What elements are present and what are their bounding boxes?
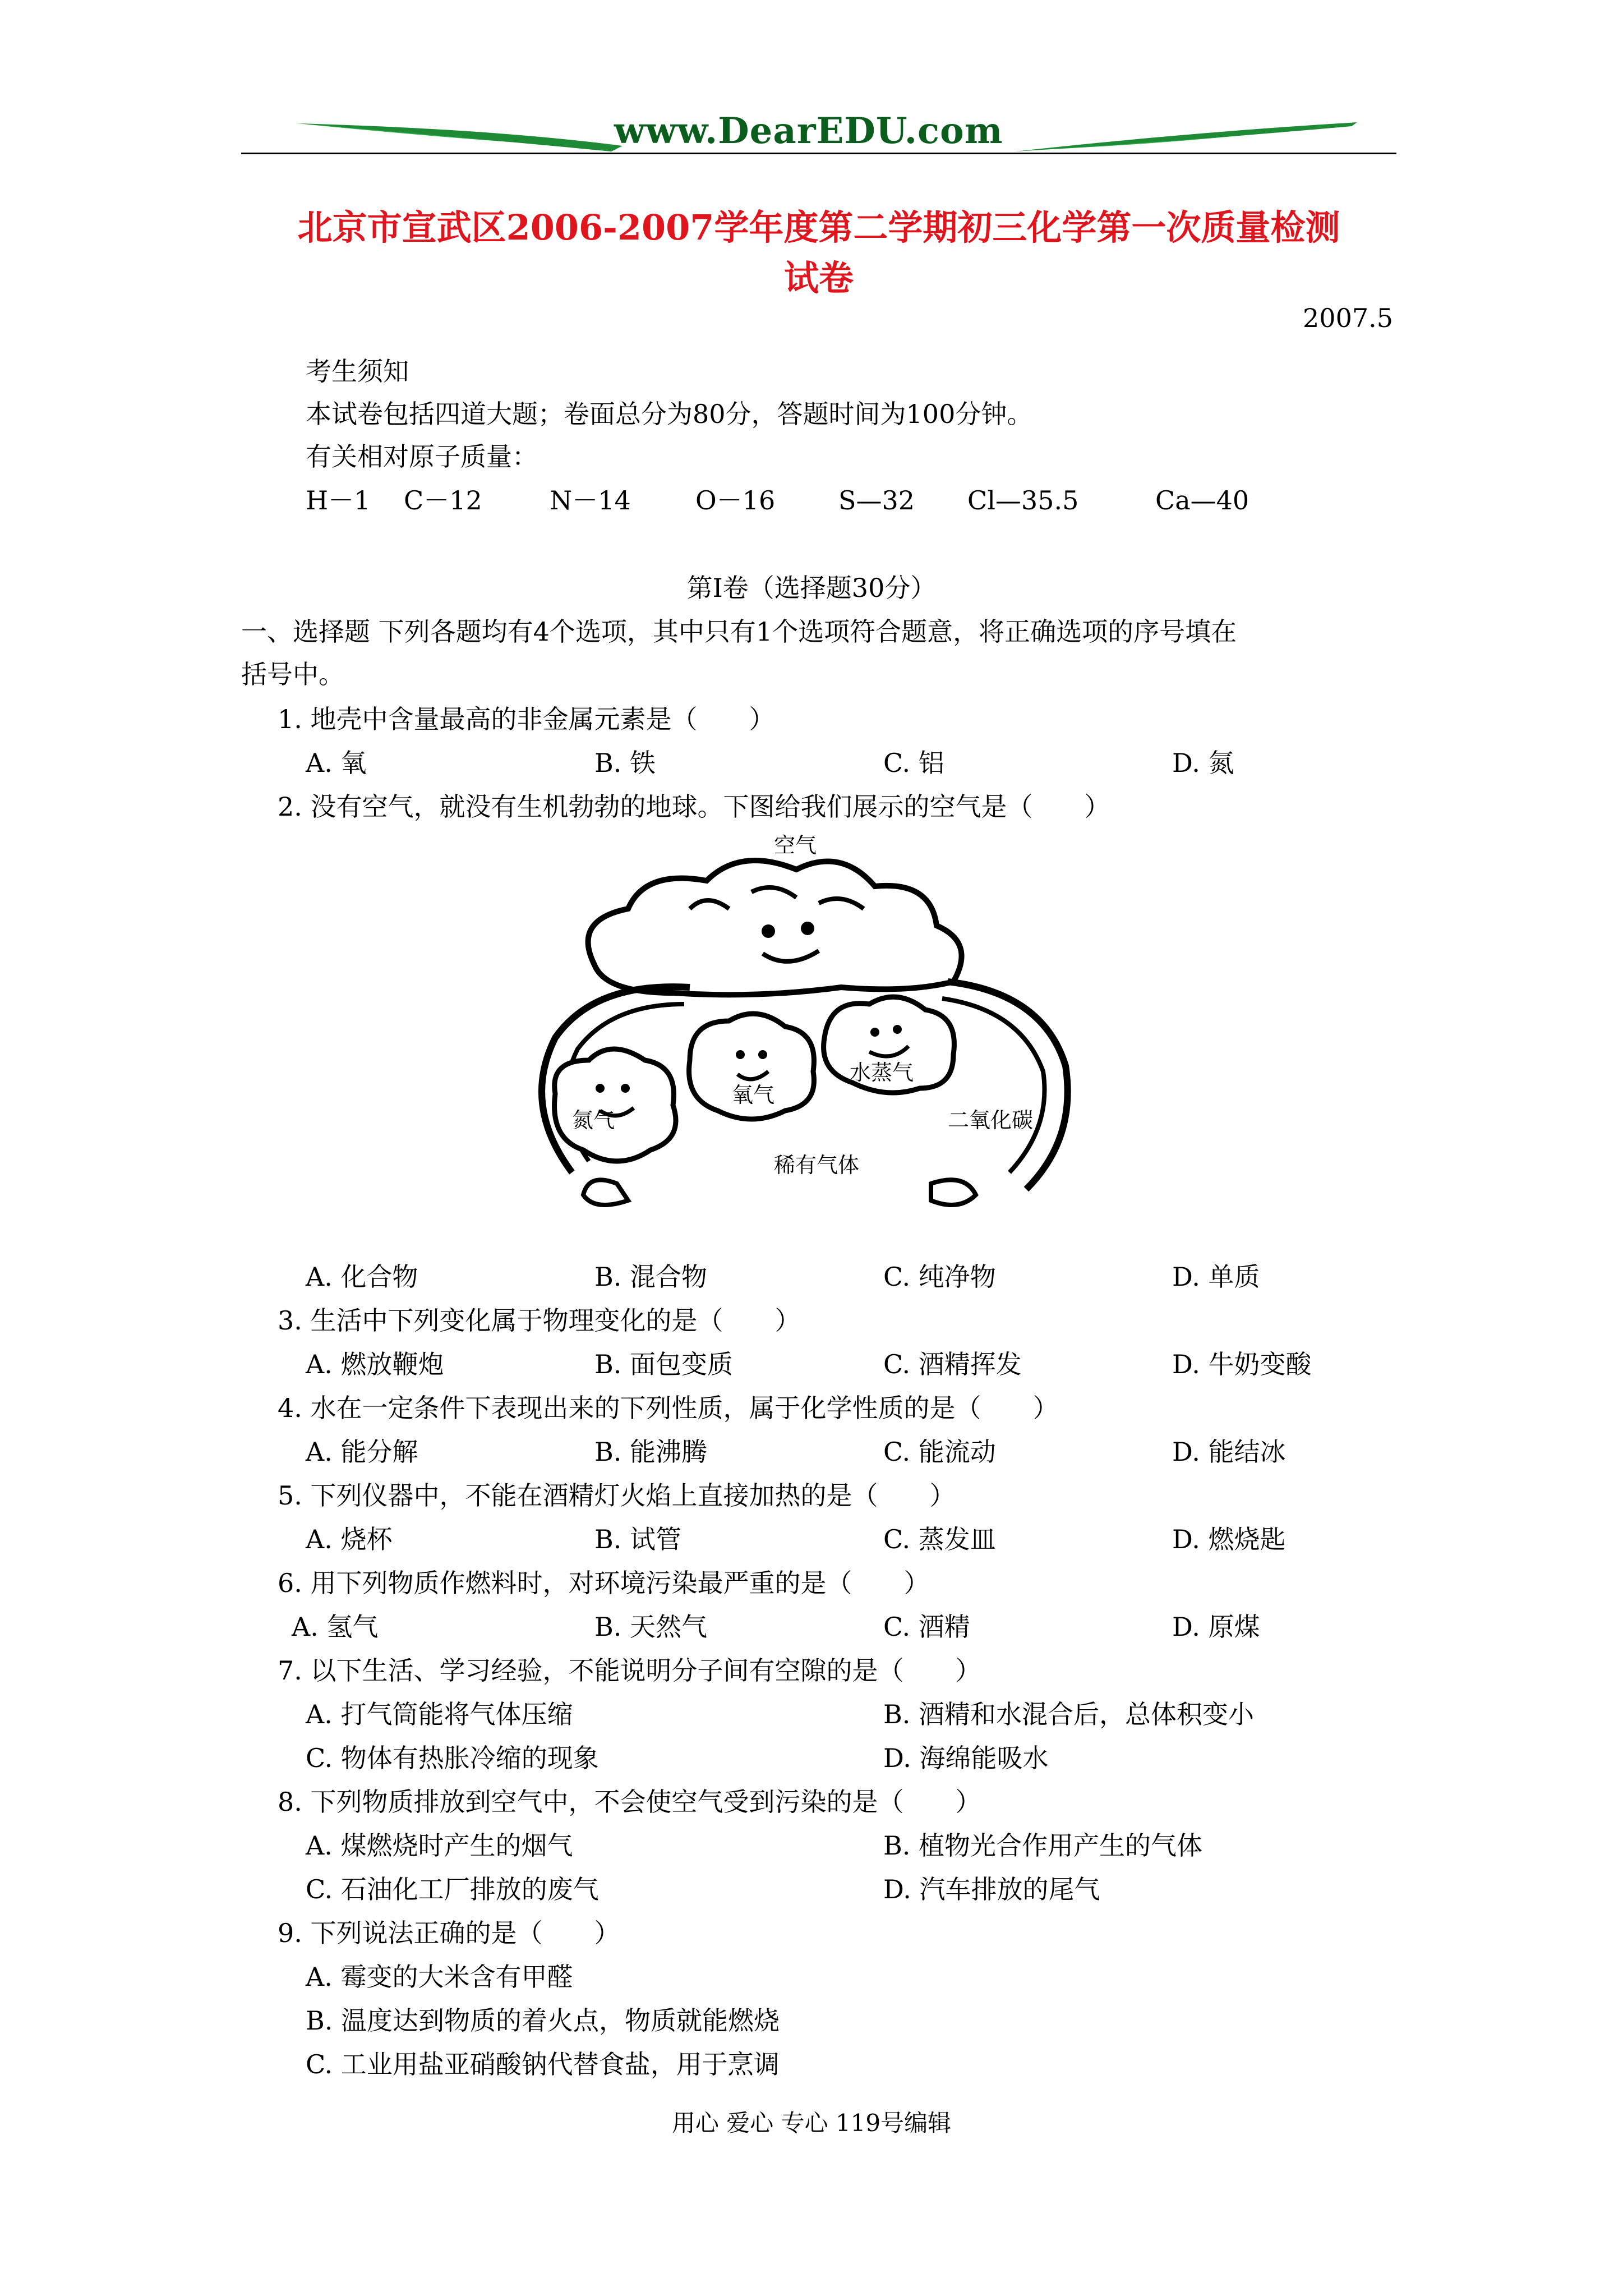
q6-option-d[interactable]: D. 原煤 — [1172, 1612, 1260, 1642]
q2-option-c[interactable]: C. 纯净物 — [883, 1262, 996, 1292]
q3-option-a[interactable]: A. 燃放鞭炮 — [306, 1349, 444, 1379]
question-6-stem: 6. 用下列物质作燃料时，对环境污染最严重的是（ ） — [278, 1568, 930, 1598]
q7-option-d[interactable]: D. 海绵能吸水 — [883, 1743, 1049, 1773]
site-url[interactable]: www.DearEDU.com — [614, 110, 1003, 152]
question-9-stem: 9. 下列说法正确的是（ ） — [278, 1918, 620, 1948]
label-co2: 二氧化碳 — [948, 1108, 1034, 1133]
q3-option-c[interactable]: C. 酒精挥发 — [883, 1349, 1022, 1379]
header-rule — [241, 153, 1396, 154]
q9-option-a[interactable]: A. 霉变的大米含有甲醛 — [306, 1962, 573, 1992]
question-8-stem: 8. 下列物质排放到空气中，不会使空气受到污染的是（ ） — [278, 1787, 981, 1817]
q1-option-c[interactable]: C. 铝 — [883, 748, 944, 778]
question-7-stem: 7. 以下生活、学习经验，不能说明分子间有空隙的是（ ） — [278, 1655, 981, 1686]
atomic-mass: N－14 — [550, 485, 631, 516]
q1-option-b[interactable]: B. 铁 — [594, 748, 656, 778]
q4-option-a[interactable]: A. 能分解 — [306, 1437, 418, 1467]
air-cartoon-drawing — [505, 825, 1099, 1245]
atomic-mass: O－16 — [695, 485, 776, 516]
exam-title-line2: 试卷 — [783, 257, 854, 298]
question-5-stem: 5. 下列仪器中，不能在酒精灯火焰上直接加热的是（ ） — [278, 1480, 956, 1511]
section-instruction: 一、选择题 下列各题均有4个选项，其中只有1个选项符合题意，将正确选项的序号填在 — [241, 616, 1237, 647]
q1-option-a[interactable]: A. 氧 — [306, 748, 367, 778]
section-instruction-cont: 括号中。 — [241, 659, 344, 689]
label-water-vapor: 水蒸气 — [850, 1060, 914, 1085]
q6-option-c[interactable]: C. 酒精 — [883, 1612, 970, 1642]
q2-option-b[interactable]: B. 混合物 — [594, 1262, 708, 1292]
section-heading: 第Ⅰ卷（选择题30分） — [686, 573, 937, 603]
question-4-stem: 4. 水在一定条件下表现出来的下列性质，属于化学性质的是（ ） — [278, 1393, 1059, 1423]
q5-option-a[interactable]: A. 烧杯 — [306, 1524, 393, 1554]
q3-option-b[interactable]: B. 面包变质 — [594, 1349, 734, 1379]
question-3-stem: 3. 生活中下列变化属于物理变化的是（ ） — [278, 1305, 801, 1336]
question-2-stem: 2. 没有空气，就没有生机勃勃的地球。下图给我们展示的空气是（ ） — [278, 792, 1110, 822]
atomic-mass: H－1 — [306, 485, 371, 516]
q9-option-b[interactable]: B. 温度达到物质的着火点，物质就能燃烧 — [306, 2005, 780, 2036]
label-nitrogen: 氮气 — [572, 1108, 615, 1133]
exam-date: 2007.5 — [1303, 303, 1393, 333]
notice-text: 本试卷包括四道大题；卷面总分为80分，答题时间为100分钟。 — [306, 399, 1033, 429]
exam-title-line1: 北京市宣武区2006-2007学年度第二学期初三化学第一次质量检测 — [297, 207, 1340, 248]
q8-option-d[interactable]: D. 汽车排放的尾气 — [883, 1874, 1100, 1904]
q6-option-a[interactable]: A. 氢气 — [292, 1612, 379, 1642]
label-oxygen: 氧气 — [732, 1083, 775, 1107]
question-1-stem: 1. 地壳中含量最高的非金属元素是（ ） — [278, 704, 775, 734]
notice-heading: 考生须知 — [306, 356, 409, 386]
q4-option-c[interactable]: C. 能流动 — [883, 1437, 996, 1467]
q7-option-b[interactable]: B. 酒精和水混合后，总体积变小 — [883, 1699, 1255, 1729]
label-air: 空气 — [774, 833, 817, 858]
q5-option-d[interactable]: D. 燃烧匙 — [1172, 1524, 1286, 1554]
q8-option-c[interactable]: C. 石油化工厂排放的废气 — [306, 1874, 599, 1904]
atomic-mass: C－12 — [404, 485, 482, 516]
q3-option-d[interactable]: D. 牛奶变酸 — [1172, 1349, 1312, 1379]
q6-option-b[interactable]: B. 天然气 — [594, 1612, 708, 1642]
page-footer: 用心 爱心 专心 119号编辑 — [671, 2109, 952, 2137]
air-composition-figure — [505, 825, 1099, 1245]
q1-option-d[interactable]: D. 氮 — [1172, 748, 1234, 778]
label-noble-gas: 稀有气体 — [774, 1153, 860, 1177]
q4-option-b[interactable]: B. 能沸腾 — [594, 1437, 708, 1467]
q8-option-a[interactable]: A. 煤燃烧时产生的烟气 — [306, 1830, 573, 1861]
atomic-mass: Ca—40 — [1155, 485, 1249, 516]
atomic-mass: Cl—35.5 — [967, 485, 1079, 516]
q2-option-d[interactable]: D. 单质 — [1172, 1262, 1260, 1292]
q5-option-c[interactable]: C. 蒸发皿 — [883, 1524, 996, 1554]
q7-option-c[interactable]: C. 物体有热胀冷缩的现象 — [306, 1743, 599, 1773]
q4-option-d[interactable]: D. 能结冰 — [1172, 1437, 1286, 1467]
q8-option-b[interactable]: B. 植物光合作用产生的气体 — [883, 1830, 1203, 1861]
q2-option-a[interactable]: A. 化合物 — [306, 1262, 418, 1292]
q9-option-c[interactable]: C. 工业用盐亚硝酸钠代替食盐，用于烹调 — [306, 2049, 780, 2079]
q7-option-a[interactable]: A. 打气筒能将气体压缩 — [306, 1699, 573, 1729]
atomic-mass: S—32 — [838, 485, 915, 516]
atomic-heading: 有关相对原子质量： — [306, 441, 538, 472]
q5-option-b[interactable]: B. 试管 — [594, 1524, 682, 1554]
